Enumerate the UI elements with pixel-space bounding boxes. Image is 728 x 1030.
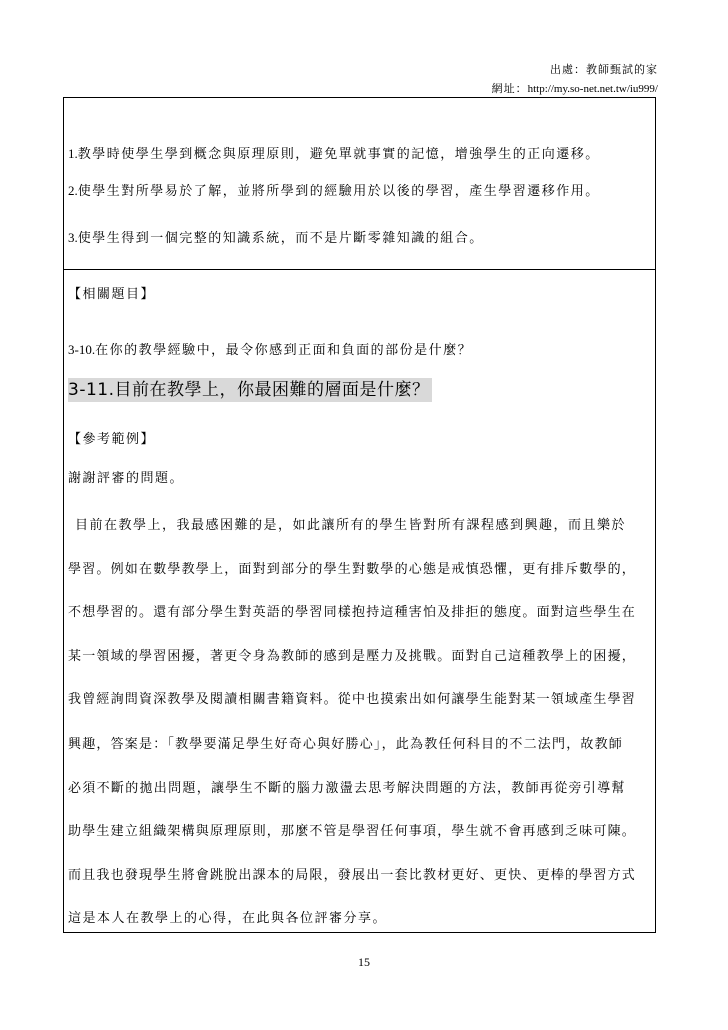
principle-item-3: 3.使學生得到一個完整的知識系統，而不是片斷零雜知識的組合。 (68, 230, 484, 246)
reference-line: 興趣，答案是：「教學要滿足學生好奇心與好勝心」，此為教任何科目的不二法門，故教師 (68, 737, 624, 752)
principle-item-2: 2.使學生對所學易於了解，並將所學到的經驗用於以後的學習，產生學習遷移作用。 (68, 183, 600, 199)
url-prefix: 網址： (491, 82, 528, 95)
source-label: 出處：教師甄試的家 (550, 63, 658, 76)
principle-item-1: 1.教學時使學生學到概念與原理原則，避免單就事實的記憶，增強學生的正向遷移。 (68, 146, 600, 162)
page-number: 15 (358, 955, 370, 969)
reference-line: 助學生建立組織架構與原理原則，那麼不管是學習任何事項，學生就不會再感到乏味可陳。 (68, 824, 637, 839)
reference-line: 目前在教學上，我最感困難的是，如此讓所有的學生皆對所有課程感到興趣，而且樂於 (75, 518, 627, 533)
reference-line: 學習。例如在數學教學上，面對到部分的學生對數學的心態是戒慎恐懼，更有排斥數學的， (68, 562, 637, 577)
reference-line: 謝謝評審的問題。 (68, 471, 185, 486)
source-url: http://my.so-net.net.tw/iu999/ (527, 83, 658, 95)
reference-line: 某一領域的學習困擾，著更令身為教師的感到是壓力及挑戰。面對自己這種教學上的困擾， (68, 649, 637, 664)
source-url-line (492, 80, 658, 96)
reference-line: 而且我也發現學生將會跳脫出課本的局限，發展出一套比教材更好、更快、更棒的學習方式 (68, 868, 637, 883)
reference-line: 我曾經詢問資深教學及閱讀相關書籍資料。從中也摸索出如何讓學生能對某一領域產生學習 (68, 692, 637, 707)
related-heading: 【相關題目】 (68, 287, 156, 302)
related-question-1: 3-10.在你的教學經驗中，最令你感到正面和負面的部份是什麼？ (68, 342, 473, 358)
reference-heading: 【參考範例】 (68, 432, 156, 447)
related-question-2: 3-11.目前在教學上，你最困難的層面是什麼？ (68, 380, 430, 400)
reference-line: 不想學習的。還有部分學生對英語的學習同樣抱持這種害怕及排拒的態度。面對這些學生在 (68, 605, 637, 620)
reference-line: 這是本人在教學上的心得，在此與各位評審分享。 (68, 911, 388, 926)
reference-line: 必須不斷的拋出問題，讓學生不斷的腦力激盪去思考解決問題的方法，教師再從旁引導幫 (68, 781, 626, 796)
